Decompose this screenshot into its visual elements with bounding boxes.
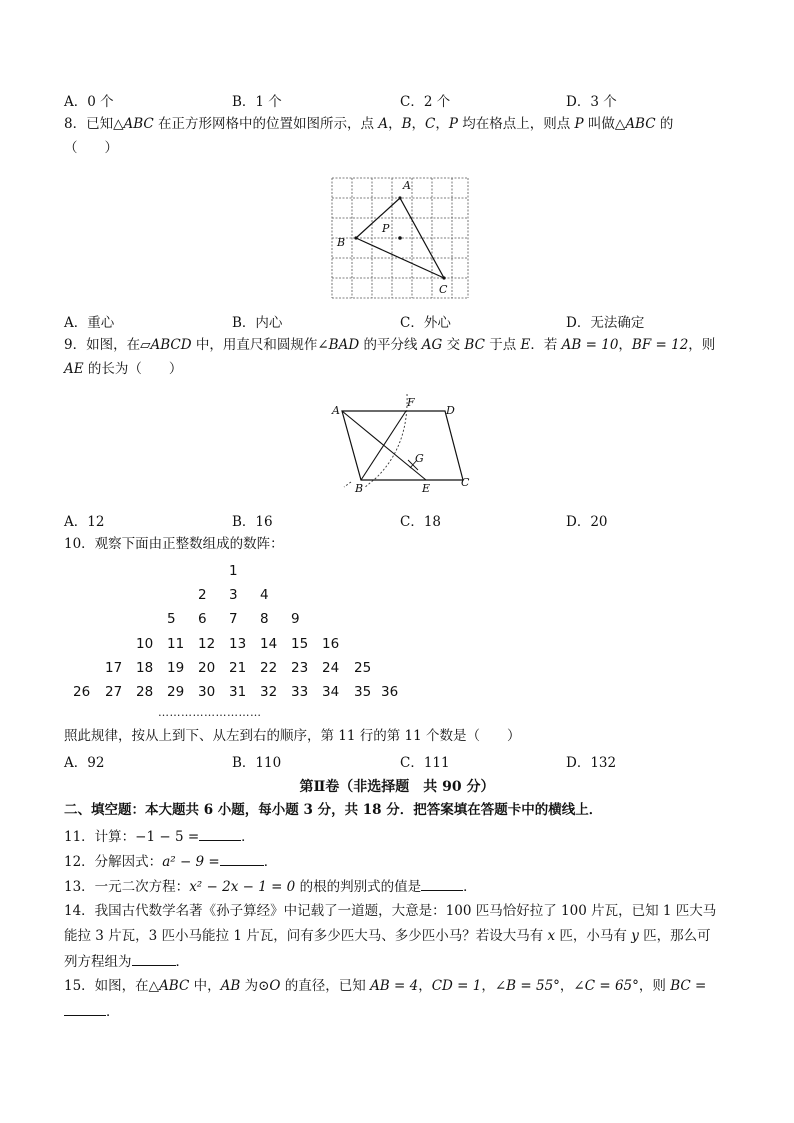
q8-option-a: A．重心: [64, 315, 115, 331]
q10-option-b: B．110: [232, 755, 282, 771]
number-array-cell: 22: [260, 660, 278, 676]
q9-option-b: B．16: [232, 514, 273, 530]
q8-stem: 8．已知△ABC 在正方形网格中的位置如图所示，点 A，B，C，P 均在格点上，则点 P 叫做△ABC 的: [64, 116, 674, 132]
q10-option-c: C．111: [400, 755, 450, 771]
q12-answer-blank[interactable]: [220, 851, 264, 866]
number-array-cell: 26: [73, 684, 91, 700]
q9-label-e: E: [422, 482, 431, 495]
q14-line-1: 14．我国古代数学名著《孙子算经》中记载了一道题，大意是：100 匹马恰好拉了 100 片瓦，已知 1 匹大马: [64, 903, 717, 919]
q9-parallelogram-figure: [324, 388, 480, 498]
q7-option-c: C．2 个: [400, 94, 451, 110]
number-array-cell: 11: [167, 636, 185, 652]
q12-stem: 12．分解因式：a² − 9 = ．: [64, 851, 277, 872]
q9-label-g: G: [415, 452, 424, 465]
q9-label-a: A: [332, 404, 340, 417]
number-array-cell: 25: [354, 660, 372, 676]
q9-option-d: D．20: [566, 514, 608, 530]
number-array-cell: 30: [198, 684, 216, 700]
q8-point-p: [398, 236, 402, 240]
q13-stem: 13．一元二次方程：x² − 2x − 1 = 0 的根的判别式的值是 ．: [64, 876, 477, 897]
section-fill-in-heading: 二、填空题：本大题共 6 小题，每小题 3 分，共 18 分．把答案填在答题卡中的横线上．: [64, 802, 603, 818]
q9-label-b: B: [355, 482, 364, 495]
number-array-cell: 7: [229, 611, 238, 627]
q10-ellipsis: ………………………: [158, 706, 262, 719]
number-array-cell: 33: [291, 684, 309, 700]
q9-option-a: A．12: [64, 514, 105, 530]
number-array-cell: 1: [229, 563, 238, 579]
q10-option-a: A．92: [64, 755, 105, 771]
number-array-cell: 29: [167, 684, 185, 700]
number-array-cell: 4: [260, 587, 269, 603]
number-array-cell: 23: [291, 660, 309, 676]
q8-label-c: C: [439, 283, 448, 296]
q8-grid-figure: [328, 174, 472, 300]
number-array-cell: 32: [260, 684, 278, 700]
number-array-cell: 17: [105, 660, 123, 676]
q8-label-b: B: [337, 236, 346, 249]
number-array-cell: 27: [105, 684, 123, 700]
q9-label-d: D: [446, 404, 455, 417]
number-array-cell: 2: [198, 587, 207, 603]
number-array-cell: 5: [167, 611, 176, 627]
q15-answer-line: ．: [64, 1001, 120, 1022]
q9-arc: [364, 394, 407, 488]
q10-stem: 10．观察下面由正整数组成的数阵：: [64, 536, 284, 552]
number-array-cell: 15: [291, 636, 309, 652]
q7-option-b: B．1 个: [232, 94, 282, 110]
q10-option-d: D．132: [566, 755, 617, 771]
q9-parallelogram: [342, 411, 463, 480]
q7-option-d: D．3 个: [566, 94, 617, 110]
part2-title: 第Ⅱ卷（非选择题 共 90 分）: [299, 779, 495, 795]
q8-option-d: D．无法确定: [566, 315, 645, 331]
number-array-cell: 19: [167, 660, 185, 676]
number-array-cell: 24: [322, 660, 340, 676]
q8-option-c: C．外心: [400, 315, 451, 331]
q9-stem-2: AE 的长为（ ）: [64, 361, 183, 377]
number-array-cell: 6: [198, 611, 207, 627]
q9-label-c: C: [461, 476, 470, 489]
q14-line-2: 能拉 3 片瓦，3 匹小马能拉 1 片瓦，问有多少匹大马、多少匹小马？若设大马有 x 匹，小马有 y 匹，那么可: [64, 928, 711, 944]
q13-answer-blank[interactable]: [421, 876, 463, 891]
q8-label-p: P: [382, 222, 390, 235]
number-array-cell: 36: [381, 684, 399, 700]
number-array-cell: 13: [229, 636, 247, 652]
q11-answer-blank[interactable]: [199, 826, 241, 841]
q15-answer-blank[interactable]: [64, 1001, 106, 1016]
number-array-cell: 20: [198, 660, 216, 676]
q9-label-f: F: [407, 396, 415, 409]
number-array-cell: 28: [136, 684, 154, 700]
q8-option-b: B．内心: [232, 315, 283, 331]
number-array-cell: 31: [229, 684, 247, 700]
number-array-cell: 12: [198, 636, 216, 652]
number-array-cell: 8: [260, 611, 269, 627]
q9-option-c: C．18: [400, 514, 442, 530]
number-array-cell: 10: [136, 636, 154, 652]
number-array-cell: 34: [322, 684, 340, 700]
q14-line-3: 列方程组为 ．: [64, 951, 189, 972]
q10-question: 照此规律，按从上到下、从左到右的顺序，第 11 行的第 11 个数是（ ）: [64, 728, 521, 744]
q9-stem: 9．如图，在▱ABCD 中，用直尺和圆规作∠BAD 的平分线 AG 交 BC 于点 E．若 AB = 10，BF = 12，则: [64, 337, 716, 353]
number-array-cell: 16: [322, 636, 340, 652]
number-array-cell: 14: [260, 636, 278, 652]
number-array-cell: 3: [229, 587, 238, 603]
q11-stem: 11．计算：−1 − 5 = ．: [64, 826, 255, 847]
q8-label-a: A: [403, 179, 411, 192]
q7-option-a: A．0 个: [64, 94, 114, 110]
number-array-cell: 21: [229, 660, 247, 676]
number-array-cell: 9: [291, 611, 300, 627]
q8-answer-paren: （ ）: [64, 140, 118, 156]
number-array-cell: 18: [136, 660, 154, 676]
number-array-cell: 35: [354, 684, 372, 700]
q15-stem: 15．如图，在△ABC 中，AB 为⊙O 的直径，已知 AB = 4，CD = 1，∠B = 55°，∠C = 65°，则 BC =: [64, 978, 707, 994]
q14-answer-blank[interactable]: [132, 951, 176, 966]
